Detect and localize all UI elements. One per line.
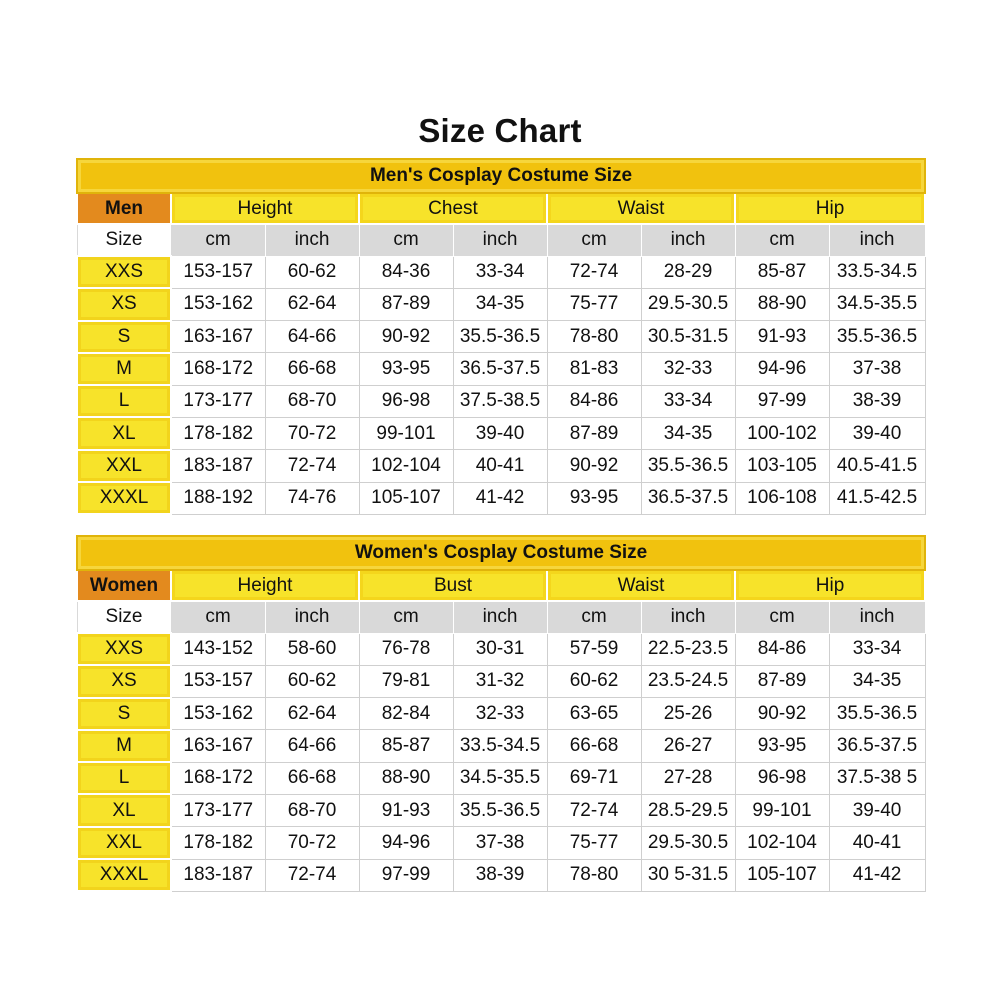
measurement-cell: 76-78 xyxy=(359,633,453,665)
unit-header: inch xyxy=(829,601,925,633)
table-row xyxy=(77,633,925,665)
measurement-cell: 37.5-38 5 xyxy=(829,762,925,794)
measurement-cell: 103-105 xyxy=(735,450,829,482)
size-label: XXXL xyxy=(77,482,171,514)
measurement-cell: 22.5-23.5 xyxy=(641,633,735,665)
measurement-cell: 37-38 xyxy=(453,827,547,859)
measurement-cell: 62-64 xyxy=(265,698,359,730)
measurement-cell: 36.5-37.5 xyxy=(641,482,735,514)
measurement-cell: 173-177 xyxy=(171,794,265,826)
measurement-cell: 60-62 xyxy=(265,256,359,288)
table-row xyxy=(77,762,925,794)
measurement-cell: 106-108 xyxy=(735,482,829,514)
measurement-cell: 33-34 xyxy=(641,385,735,417)
measurement-cell: 100-102 xyxy=(735,417,829,449)
table-row xyxy=(77,353,925,385)
measurement-cell: 31-32 xyxy=(453,665,547,697)
measurement-cell: 178-182 xyxy=(171,417,265,449)
measurement-cell: 33.5-34.5 xyxy=(453,730,547,762)
measurement-cell: 93-95 xyxy=(735,730,829,762)
measurement-cell: 72-74 xyxy=(265,450,359,482)
measurement-cell: 25-26 xyxy=(641,698,735,730)
measurement-cell: 32-33 xyxy=(453,698,547,730)
measurement-cell: 102-104 xyxy=(735,827,829,859)
table-row xyxy=(77,321,925,353)
measurement-cell: 66-68 xyxy=(547,730,641,762)
size-label: XXXL xyxy=(77,859,171,891)
size-label: S xyxy=(77,321,171,353)
size-label: XXS xyxy=(77,633,171,665)
measurement-cell: 183-187 xyxy=(171,859,265,891)
measurement-cell: 163-167 xyxy=(171,730,265,762)
measurement-cell: 27-28 xyxy=(641,762,735,794)
size-label: S xyxy=(77,698,171,730)
unit-header: inch xyxy=(829,224,925,256)
measurement-cell: 87-89 xyxy=(735,665,829,697)
measurement-cell: 183-187 xyxy=(171,450,265,482)
measurement-cell: 90-92 xyxy=(359,321,453,353)
measurement-cell: 66-68 xyxy=(265,353,359,385)
measurement-cell: 28.5-29.5 xyxy=(641,794,735,826)
measurement-cell: 62-64 xyxy=(265,288,359,320)
measurement-cell: 57-59 xyxy=(547,633,641,665)
unit-header: cm xyxy=(171,224,265,256)
size-label: XS xyxy=(77,665,171,697)
measurement-cell: 84-36 xyxy=(359,256,453,288)
measurement-cell: 58-60 xyxy=(265,633,359,665)
mens-group-hip: Hip xyxy=(735,193,925,224)
measurement-cell: 72-74 xyxy=(547,256,641,288)
page-title: Size Chart xyxy=(418,112,582,149)
mens-size-table xyxy=(76,158,926,515)
measurement-cell: 153-162 xyxy=(171,698,265,730)
measurement-cell: 34-35 xyxy=(829,665,925,697)
measurement-cell: 35.5-36.5 xyxy=(453,321,547,353)
unit-header: inch xyxy=(265,601,359,633)
size-label: M xyxy=(77,353,171,385)
size-label: XXL xyxy=(77,827,171,859)
table-row xyxy=(77,698,925,730)
measurement-cell: 40-41 xyxy=(453,450,547,482)
measurement-cell: 35.5-36.5 xyxy=(453,794,547,826)
measurement-cell: 30.5-31.5 xyxy=(641,321,735,353)
measurement-cell: 64-66 xyxy=(265,321,359,353)
measurement-cell: 28-29 xyxy=(641,256,735,288)
measurement-cell: 85-87 xyxy=(735,256,829,288)
size-label: XS xyxy=(77,288,171,320)
measurement-cell: 163-167 xyxy=(171,321,265,353)
measurement-cell: 72-74 xyxy=(265,859,359,891)
measurement-cell: 32-33 xyxy=(641,353,735,385)
size-label: M xyxy=(77,730,171,762)
measurement-cell: 41-42 xyxy=(829,859,925,891)
measurement-cell: 84-86 xyxy=(735,633,829,665)
measurement-cell: 60-62 xyxy=(265,665,359,697)
measurement-cell: 79-81 xyxy=(359,665,453,697)
mens-size-header: Size xyxy=(77,224,171,256)
size-label: XL xyxy=(77,417,171,449)
size-label: XL xyxy=(77,794,171,826)
measurement-cell: 68-70 xyxy=(265,385,359,417)
measurement-cell: 37.5-38.5 xyxy=(453,385,547,417)
unit-header: cm xyxy=(547,601,641,633)
mens-group-waist: Waist xyxy=(547,193,735,224)
measurement-cell: 93-95 xyxy=(547,482,641,514)
measurement-cell: 99-101 xyxy=(735,794,829,826)
measurement-cell: 90-92 xyxy=(735,698,829,730)
measurement-cell: 88-90 xyxy=(359,762,453,794)
measurement-cell: 75-77 xyxy=(547,288,641,320)
measurement-cell: 96-98 xyxy=(735,762,829,794)
measurement-cell: 91-93 xyxy=(735,321,829,353)
womens-group-hip: Hip xyxy=(735,570,925,601)
measurement-cell: 75-77 xyxy=(547,827,641,859)
measurement-cell: 66-68 xyxy=(265,762,359,794)
unit-header: cm xyxy=(735,601,829,633)
table-row xyxy=(77,794,925,826)
measurement-cell: 78-80 xyxy=(547,859,641,891)
measurement-cell: 85-87 xyxy=(359,730,453,762)
unit-header: inch xyxy=(265,224,359,256)
measurement-cell: 90-92 xyxy=(547,450,641,482)
measurement-cell: 188-192 xyxy=(171,482,265,514)
measurement-cell: 105-107 xyxy=(735,859,829,891)
measurement-cell: 143-152 xyxy=(171,633,265,665)
measurement-cell: 84-86 xyxy=(547,385,641,417)
measurement-cell: 23.5-24.5 xyxy=(641,665,735,697)
measurement-cell: 33.5-34.5 xyxy=(829,256,925,288)
measurement-cell: 168-172 xyxy=(171,353,265,385)
measurement-cell: 102-104 xyxy=(359,450,453,482)
measurement-cell: 34-35 xyxy=(641,417,735,449)
measurement-cell: 39-40 xyxy=(829,794,925,826)
measurement-cell: 91-93 xyxy=(359,794,453,826)
mens-table-banner: Men's Cosplay Costume Size xyxy=(77,159,925,193)
measurement-cell: 72-74 xyxy=(547,794,641,826)
table-row xyxy=(77,482,925,514)
size-label: L xyxy=(77,385,171,417)
measurement-cell: 70-72 xyxy=(265,417,359,449)
measurement-cell: 34-35 xyxy=(453,288,547,320)
unit-header: inch xyxy=(453,224,547,256)
measurement-cell: 36.5-37.5 xyxy=(453,353,547,385)
measurement-cell: 35.5-36.5 xyxy=(829,321,925,353)
measurement-cell: 68-70 xyxy=(265,794,359,826)
measurement-cell: 168-172 xyxy=(171,762,265,794)
measurement-cell: 94-96 xyxy=(359,827,453,859)
measurement-cell: 41-42 xyxy=(453,482,547,514)
measurement-cell: 81-83 xyxy=(547,353,641,385)
unit-header: cm xyxy=(735,224,829,256)
measurement-cell: 33-34 xyxy=(829,633,925,665)
measurement-cell: 41.5-42.5 xyxy=(829,482,925,514)
measurement-cell: 153-157 xyxy=(171,665,265,697)
measurement-cell: 69-71 xyxy=(547,762,641,794)
size-label: XXS xyxy=(77,256,171,288)
measurement-cell: 82-84 xyxy=(359,698,453,730)
measurement-cell: 173-177 xyxy=(171,385,265,417)
unit-header: inch xyxy=(641,601,735,633)
table-row xyxy=(77,450,925,482)
unit-header: cm xyxy=(547,224,641,256)
measurement-cell: 153-157 xyxy=(171,256,265,288)
measurement-cell: 34.5-35.5 xyxy=(453,762,547,794)
womens-table-banner: Women's Cosplay Costume Size xyxy=(77,536,925,570)
womens-group-waist: Waist xyxy=(547,570,735,601)
womens-size-header: Size xyxy=(77,601,171,633)
unit-header: cm xyxy=(171,601,265,633)
table-row xyxy=(77,288,925,320)
table-row xyxy=(77,827,925,859)
measurement-cell: 70-72 xyxy=(265,827,359,859)
unit-header: cm xyxy=(359,224,453,256)
measurement-cell: 178-182 xyxy=(171,827,265,859)
table-row xyxy=(77,665,925,697)
measurement-cell: 63-65 xyxy=(547,698,641,730)
mens-group-height: Height xyxy=(171,193,359,224)
size-label: XXL xyxy=(77,450,171,482)
measurement-cell: 36.5-37.5 xyxy=(829,730,925,762)
size-label: L xyxy=(77,762,171,794)
measurement-cell: 38-39 xyxy=(829,385,925,417)
table-row xyxy=(77,859,925,891)
measurement-cell: 105-107 xyxy=(359,482,453,514)
measurement-cell: 35.5-36.5 xyxy=(829,698,925,730)
measurement-cell: 35.5-36.5 xyxy=(641,450,735,482)
measurement-cell: 64-66 xyxy=(265,730,359,762)
unit-header: cm xyxy=(359,601,453,633)
measurement-cell: 88-90 xyxy=(735,288,829,320)
mens-corner-header: Men xyxy=(77,193,171,224)
measurement-cell: 33-34 xyxy=(453,256,547,288)
measurement-cell: 97-99 xyxy=(735,385,829,417)
table-row xyxy=(77,385,925,417)
measurement-cell: 87-89 xyxy=(359,288,453,320)
womens-group-bust: Bust xyxy=(359,570,547,601)
table-row xyxy=(77,256,925,288)
measurement-cell: 29.5-30.5 xyxy=(641,288,735,320)
measurement-cell: 78-80 xyxy=(547,321,641,353)
womens-corner-header: Women xyxy=(77,570,171,601)
measurement-cell: 37-38 xyxy=(829,353,925,385)
measurement-cell: 38-39 xyxy=(453,859,547,891)
measurement-cell: 40.5-41.5 xyxy=(829,450,925,482)
table-row xyxy=(77,417,925,449)
measurement-cell: 97-99 xyxy=(359,859,453,891)
measurement-cell: 40-41 xyxy=(829,827,925,859)
womens-size-table xyxy=(76,535,926,892)
measurement-cell: 96-98 xyxy=(359,385,453,417)
measurement-cell: 99-101 xyxy=(359,417,453,449)
measurement-cell: 34.5-35.5 xyxy=(829,288,925,320)
table-row xyxy=(77,730,925,762)
measurement-cell: 74-76 xyxy=(265,482,359,514)
measurement-cell: 30-31 xyxy=(453,633,547,665)
measurement-cell: 94-96 xyxy=(735,353,829,385)
measurement-cell: 87-89 xyxy=(547,417,641,449)
measurement-cell: 153-162 xyxy=(171,288,265,320)
unit-header: inch xyxy=(453,601,547,633)
measurement-cell: 29.5-30.5 xyxy=(641,827,735,859)
measurement-cell: 26-27 xyxy=(641,730,735,762)
mens-group-chest: Chest xyxy=(359,193,547,224)
measurement-cell: 60-62 xyxy=(547,665,641,697)
womens-group-height: Height xyxy=(171,570,359,601)
unit-header: inch xyxy=(641,224,735,256)
measurement-cell: 93-95 xyxy=(359,353,453,385)
measurement-cell: 30 5-31.5 xyxy=(641,859,735,891)
measurement-cell: 39-40 xyxy=(453,417,547,449)
measurement-cell: 39-40 xyxy=(829,417,925,449)
